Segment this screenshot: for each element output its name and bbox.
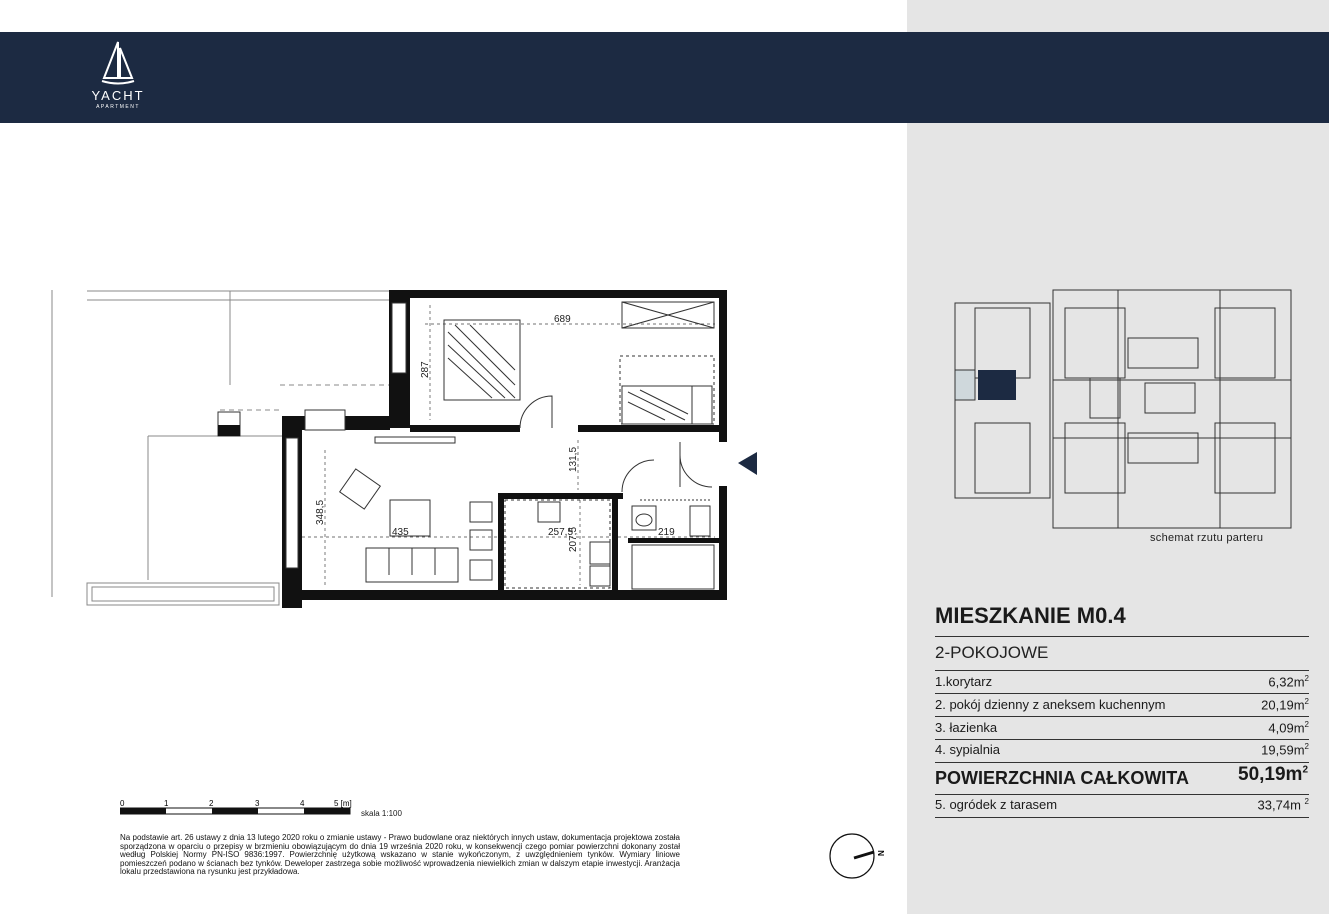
dimension-label: 131,5: [568, 446, 579, 472]
apartment-title: MIESZKANIE M0.4: [935, 603, 1126, 628]
divider: [935, 739, 1309, 740]
divider: [935, 762, 1309, 763]
corridor-door: [622, 460, 654, 492]
bedroom-furniture: [444, 302, 714, 424]
room-row: [935, 742, 1309, 757]
divider: [935, 693, 1309, 694]
compass-icon: [828, 830, 890, 882]
room-name: 2. pokój dzienny z aneksem kuchennym: [935, 697, 1166, 712]
brand-subtitle: APARTMENT: [96, 104, 140, 110]
garden-area: 33,74m $^2$: [1257, 797, 1309, 813]
dimension-label: 287: [420, 361, 431, 378]
scale-tick: 4: [300, 799, 305, 808]
key-plan: [950, 288, 1295, 533]
dimension-label: 257,5: [548, 527, 574, 538]
room-area: $20,19m^2$: [1261, 697, 1309, 713]
garden-lamp-base: [218, 425, 240, 436]
garden-row: [935, 797, 1309, 812]
dimension-label: 435: [392, 527, 409, 538]
compass-letter: N: [877, 850, 886, 856]
apartment-highlight: [978, 370, 1016, 400]
garden-outline: [52, 290, 390, 605]
room-name: 4. sypialnia: [935, 742, 1001, 757]
room-row: [935, 720, 1309, 735]
legal-disclaimer: Na podstawie art. 26 ustawy z dnia 13 lutego 2020 roku o zmianie ustawy - Prawo budowlane oraz niektórych innych ustaw, dokumentacja projektowa została sporządzona w oparciu o przepisy w brzmieniu obowiązującym do dnia 19 września 2020 roku, w konsekwencji czego pomiar powierzchni dokonany został według Polskiej Normy PN-ISO 9836:1997. Powierzchnię użytkową wskazano w stanie wykończonym, z uwzględnieniem tynków. Wymiary liniowe pomieszczeń podano w ścianach bez tynków. Deweloper zastrzega sobie możliwość wprowadzenia niewielkich zmian w dalszym etapie inwestycji. Aranżacja lokalu przedstawiona na rysunku jest przykładowa.: [120, 833, 680, 877]
key-plan-caption: schemat rzutu parteru: [1150, 532, 1264, 544]
brand-logo: [78, 40, 158, 120]
header-bar: [0, 32, 1329, 123]
dimension-label: 207,5: [568, 526, 579, 552]
bedroom-door: [520, 396, 552, 428]
entrance-door: [680, 442, 712, 487]
entrance-arrow-icon: [738, 452, 757, 475]
sailboat-icon: [98, 40, 138, 86]
room-name: 1.korytarz: [935, 674, 993, 689]
divider: [935, 794, 1309, 795]
room-area: $4,09m^2$: [1268, 720, 1309, 736]
total-area-value: $50,19m^2$: [1238, 764, 1309, 785]
room-row: [935, 697, 1309, 712]
scale-tick: 3: [255, 799, 260, 808]
dimension-label: 348,5: [315, 499, 326, 525]
divider: [935, 716, 1309, 717]
floor-plan: [0, 280, 780, 620]
scale-tick: 2: [209, 799, 214, 808]
room-area: $19,59m^2$: [1261, 742, 1309, 758]
apartment-type: 2-POKOJOWE: [935, 643, 1049, 662]
room-name: 3. łazienka: [935, 720, 998, 735]
garden-name: 5. ogródek z tarasem: [935, 797, 1058, 812]
scale-tick: 0: [120, 799, 125, 808]
scale-tick: 5 [m]: [334, 799, 352, 808]
total-area-label: POWIERZCHNIA CAŁKOWITA: [935, 768, 1189, 788]
brand-name: YACHT: [91, 88, 145, 103]
room-row: [935, 674, 1309, 689]
divider: [935, 670, 1309, 671]
divider: [935, 817, 1309, 818]
dimension-label: 689: [554, 314, 571, 325]
room-area: $6,32m^2$: [1268, 674, 1309, 690]
dimension-label: 219: [658, 527, 675, 538]
divider: [935, 636, 1309, 637]
bathroom-fixtures: [632, 500, 714, 589]
scale-label: skala 1:100: [361, 809, 402, 818]
scale-tick: 1: [164, 799, 169, 808]
